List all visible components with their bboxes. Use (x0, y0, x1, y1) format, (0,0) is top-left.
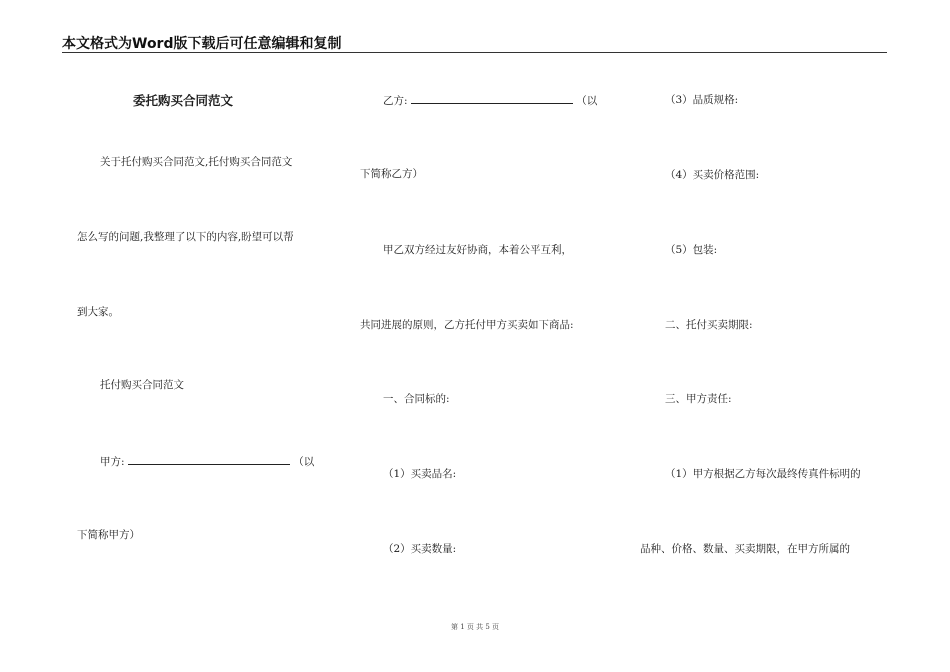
section-3-heading: 三、甲方责任: (665, 393, 732, 405)
intro-line-2: 怎么写的问题,我整理了以下的内容,盼望可以帮 (77, 231, 294, 243)
party-a-line (100, 454, 314, 469)
party-b-blank (411, 93, 573, 104)
agreement-line-2: 共同进展的原则，乙方托付甲方买卖如下商品: (360, 319, 574, 331)
section-2-heading: 二、托付买卖期限: (665, 319, 753, 331)
item-1: （1）买卖品名: (383, 468, 457, 480)
party-b-suffix: （以 (576, 95, 598, 107)
party-a-blank (128, 454, 290, 465)
intro-line-3: 到大家。 (77, 306, 119, 318)
document-banner: 本文格式为Word版下载后可任意编辑和复制 (62, 36, 342, 52)
subtitle: 托付购买合同范文 (100, 379, 184, 391)
duty-line-2: 品种、价格、数量、买卖期限，在甲方所属的 (640, 543, 850, 555)
duty-line-1: （1）甲方根据乙方每次最终传真件标明的 (665, 468, 861, 480)
page-number: 第 1 页 共 5 页 (450, 623, 500, 631)
party-b-label: 乙方: (383, 95, 408, 107)
section-1-heading: 一、合同标的: (383, 393, 450, 405)
party-a-label: 甲方: (100, 456, 125, 468)
party-a-continuation: 下简称甲方） (77, 529, 140, 541)
party-a-suffix: （以 (293, 456, 315, 468)
item-3: （3）品质规格: (665, 94, 739, 106)
party-b-continuation: 下简称乙方） (360, 168, 423, 180)
party-b-line (383, 93, 597, 108)
item-2: （2）买卖数量: (383, 543, 457, 555)
intro-line-1: 关于托付购买合同范文,托付购买合同范文 (100, 156, 293, 168)
document-title: 委托购买合同范文 (133, 93, 234, 108)
agreement-line-1: 甲乙双方经过友好协商，本着公平互利， (383, 244, 572, 256)
header-divider (62, 52, 887, 53)
item-4: （4）买卖价格范围: (665, 169, 760, 181)
item-5: （5）包装: (665, 244, 718, 256)
